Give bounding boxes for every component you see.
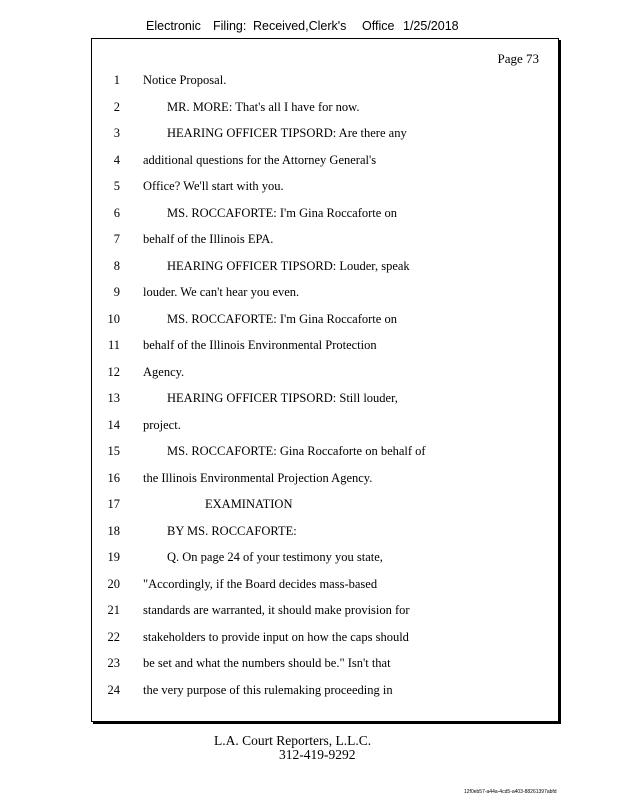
transcript-line — [92, 444, 558, 464]
transcript-line — [92, 550, 558, 570]
line-number: 2 — [113, 99, 120, 114]
line-text: the very purpose of this rulemaking proceeding in — [143, 682, 393, 697]
transcript-line — [92, 206, 558, 226]
transcript-line — [92, 312, 558, 332]
line-text: HEARING OFFICER TIPSORD: Louder, speak — [167, 258, 410, 273]
transcript-line — [92, 471, 558, 491]
line-text: be set and what the numbers should be." Isn't that — [143, 656, 391, 670]
transcript-line — [92, 683, 558, 703]
line-text: HEARING OFFICER TIPSORD: Still louder, — [167, 391, 398, 405]
line-text: EXAMINATION — [205, 497, 293, 511]
line-number: 5 — [113, 179, 120, 193]
line-text: "Accordingly, if the Board decides mass-based — [143, 576, 378, 591]
line-text: Agency. — [143, 364, 185, 379]
reporter-company: L.A. Court Reporters, L.L.C. — [214, 733, 372, 748]
line-number: 24 — [107, 682, 120, 697]
line-number: 8 — [113, 258, 120, 273]
transcript-line — [92, 497, 558, 517]
transcript-line — [92, 630, 558, 650]
transcript-page — [91, 38, 559, 722]
line-text: MS. ROCCAFORTE: I'm Gina Roccaforte on — [167, 205, 397, 220]
line-text: behalf of the Illinois EPA. — [143, 232, 274, 246]
transcript-line — [92, 126, 558, 146]
line-number: 4 — [113, 152, 120, 167]
filing-date: 1/25/2018 — [403, 19, 459, 33]
transcript-line — [92, 338, 558, 358]
transcript-line — [92, 259, 558, 279]
reporter-phone: 312-419-9292 — [279, 747, 356, 762]
line-number: 9 — [113, 285, 120, 299]
line-number: 10 — [107, 311, 120, 326]
transcript-line — [92, 418, 558, 438]
line-number: 1 — [113, 73, 120, 87]
transcript-line — [92, 232, 558, 252]
line-number: 17 — [107, 497, 120, 511]
transcript-line — [92, 656, 558, 676]
line-number: 16 — [107, 470, 120, 485]
document-id: 12f0eb57-a44a-4cd5-a403-88261397abfd — [464, 789, 557, 795]
page-number: Page 73 — [497, 51, 539, 66]
transcript-line — [92, 524, 558, 544]
filing-label: Filing: — [213, 19, 247, 33]
line-text: Q. On page 24 of your testimony you state, — [167, 550, 383, 564]
line-number: 19 — [107, 550, 120, 564]
line-number: 21 — [107, 603, 120, 617]
line-number: 3 — [113, 126, 120, 140]
transcript-line — [92, 603, 558, 623]
line-number: 12 — [107, 364, 120, 379]
line-number: 14 — [107, 417, 120, 432]
line-text: Notice Proposal. — [143, 73, 227, 87]
line-text: behalf of the Illinois Environmental Protection — [143, 338, 377, 352]
transcript-line — [92, 285, 558, 305]
line-text: BY MS. ROCCAFORTE: — [167, 523, 297, 538]
line-text: the Illinois Environmental Projection Agency. — [143, 470, 373, 485]
transcript-line — [92, 153, 558, 173]
line-text: MR. MORE: That's all I have for now. — [167, 99, 360, 114]
filing-received-label: Received,Clerk's — [253, 19, 347, 33]
line-number: 20 — [107, 576, 120, 591]
transcript-line — [92, 73, 558, 93]
line-number: 7 — [113, 232, 120, 246]
line-text: MS. ROCCAFORTE: I'm Gina Roccaforte on — [167, 311, 397, 326]
line-text: additional questions for the Attorney General's — [143, 152, 377, 167]
line-text: project. — [143, 417, 181, 432]
line-number: 13 — [107, 391, 120, 405]
line-text: louder. We can't hear you even. — [143, 285, 300, 299]
filing-electronic-label: Electronic — [146, 19, 201, 33]
line-number: 11 — [107, 338, 120, 352]
transcript-line — [92, 365, 558, 385]
transcript-line — [92, 577, 558, 597]
line-text: Office? We'll start with you. — [143, 179, 284, 193]
transcript-line — [92, 179, 558, 199]
line-number: 15 — [107, 444, 120, 458]
line-number: 6 — [113, 205, 120, 220]
line-text: MS. ROCCAFORTE: Gina Roccaforte on behalf of — [167, 444, 426, 458]
transcript-line — [92, 391, 558, 411]
electronic-filing-header — [0, 19, 618, 37]
transcript-line — [92, 100, 558, 120]
line-number: 23 — [107, 656, 120, 670]
line-text: standards are warranted, it should make provision for — [143, 603, 410, 617]
line-number: 22 — [107, 629, 120, 644]
line-text: stakeholders to provide input on how the caps should — [143, 629, 409, 644]
line-number: 18 — [107, 523, 120, 538]
line-text: HEARING OFFICER TIPSORD: Are there any — [167, 126, 407, 140]
filing-office-label: Office — [362, 19, 395, 33]
